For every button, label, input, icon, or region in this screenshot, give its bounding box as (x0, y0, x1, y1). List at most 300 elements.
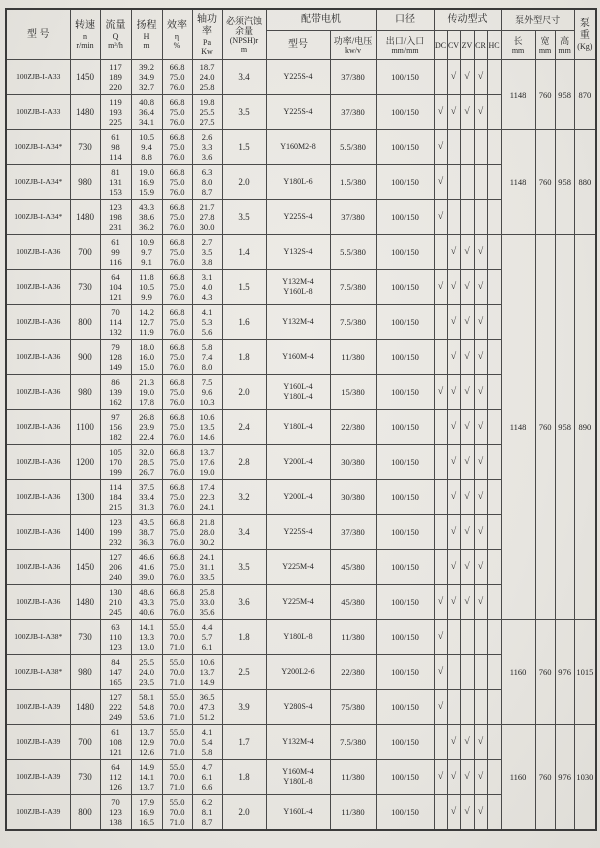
cell-length: 1160 (501, 725, 535, 831)
cell-npsh: 3.4 (222, 515, 266, 550)
cell-outlet-inlet: 100/150 (376, 690, 434, 725)
cell-outlet-inlet: 100/150 (376, 270, 434, 305)
cell-drive-dc-check: √ (434, 690, 447, 725)
cell-drive-zv-check: √ (460, 305, 474, 340)
cell-pump-model: 100ZJB-I-A36 (6, 305, 70, 340)
cell-npsh: 2.0 (222, 165, 266, 200)
cell-drive-hc (487, 235, 501, 270)
cell-drive-zv-check: √ (460, 795, 474, 831)
cell-shaft-power: 19.8 25.5 27.5 (192, 95, 222, 130)
cell-flow: 63 110 123 (100, 620, 131, 655)
cell-shaft-power: 6.3 8.0 8.7 (192, 165, 222, 200)
cell-drive-hc (487, 725, 501, 760)
cell-drive-zv-check: √ (460, 725, 474, 760)
cell-efficiency: 55.0 70.0 71.0 (162, 795, 192, 831)
cell-speed: 1200 (70, 445, 100, 480)
cell-efficiency: 55.0 70.0 71.0 (162, 760, 192, 795)
cell-efficiency: 66.8 75.0 76.0 (162, 550, 192, 585)
cell-outlet-inlet: 100/150 (376, 585, 434, 620)
cell-drive-zv-check: √ (460, 60, 474, 95)
cell-drive-dc (434, 550, 447, 585)
cell-drive-hc (487, 270, 501, 305)
cell-efficiency: 66.8 75.0 76.0 (162, 305, 192, 340)
cell-flow: 84 147 165 (100, 655, 131, 690)
cell-drive-cv-check: √ (447, 585, 460, 620)
cell-drive-hc (487, 200, 501, 235)
cell-pump-model: 100ZJB-I-A36 (6, 480, 70, 515)
cell-speed: 730 (70, 760, 100, 795)
cell-drive-hc (487, 445, 501, 480)
cell-weight: 1015 (574, 620, 596, 725)
cell-drive-hc (487, 375, 501, 410)
group-header-caliber: 口径 (376, 9, 434, 31)
cell-drive-hc (487, 165, 501, 200)
cell-drive-zv-check: √ (460, 515, 474, 550)
cell-drive-hc (487, 585, 501, 620)
cell-efficiency: 66.8 75.0 76.0 (162, 515, 192, 550)
cell-speed: 1480 (70, 690, 100, 725)
cell-drive-hc (487, 410, 501, 445)
col-header-drive-cr: CR (474, 31, 487, 60)
cell-speed: 700 (70, 235, 100, 270)
cell-outlet-inlet: 100/150 (376, 305, 434, 340)
cell-outlet-inlet: 100/150 (376, 445, 434, 480)
cell-drive-zv-check: √ (460, 410, 474, 445)
cell-drive-cv-check: √ (447, 95, 460, 130)
cell-drive-cr-check: √ (474, 270, 487, 305)
cell-drive-zv (460, 130, 474, 165)
cell-drive-zv-check: √ (460, 445, 474, 480)
cell-drive-dc (434, 445, 447, 480)
cell-outlet-inlet: 100/150 (376, 795, 434, 831)
cell-shaft-power: 5.8 7.4 8.0 (192, 340, 222, 375)
cell-npsh: 1.8 (222, 760, 266, 795)
cell-pump-model: 100ZJB-I-A34* (6, 200, 70, 235)
cell-head: 14.9 14.1 13.7 (131, 760, 162, 795)
cell-head: 18.0 16.0 15.0 (131, 340, 162, 375)
cell-drive-cr-check: √ (474, 95, 487, 130)
cell-drive-dc (434, 340, 447, 375)
cell-motor-model: Y225M-4 (266, 550, 330, 585)
pump-spec-table (5, 8, 597, 831)
cell-head: 43.3 38.6 36.2 (131, 200, 162, 235)
cell-motor-model: Y225S-4 (266, 60, 330, 95)
cell-drive-cv-check: √ (447, 235, 460, 270)
cell-efficiency: 66.8 75.0 76.0 (162, 410, 192, 445)
cell-outlet-inlet: 100/150 (376, 235, 434, 270)
cell-drive-zv-check: √ (460, 235, 474, 270)
cell-flow: 86 139 162 (100, 375, 131, 410)
cell-drive-cv-check: √ (447, 60, 460, 95)
cell-head: 14.2 12.7 11.9 (131, 305, 162, 340)
cell-motor-power-voltage: 45/380 (330, 585, 376, 620)
cell-head: 43.5 38.7 36.3 (131, 515, 162, 550)
cell-drive-dc (434, 725, 447, 760)
col-header-drive-hc: HC (487, 31, 501, 60)
cell-flow: 114 184 215 (100, 480, 131, 515)
cell-npsh: 3.6 (222, 585, 266, 620)
cell-speed: 980 (70, 375, 100, 410)
cell-drive-hc (487, 130, 501, 165)
cell-head: 17.9 16.9 16.5 (131, 795, 162, 831)
cell-npsh: 3.5 (222, 550, 266, 585)
table-row (6, 130, 596, 165)
col-header-drive-zv: ZV (460, 31, 474, 60)
cell-outlet-inlet: 100/150 (376, 60, 434, 95)
cell-drive-cv-check: √ (447, 795, 460, 831)
cell-efficiency: 66.8 75.0 76.0 (162, 165, 192, 200)
cell-npsh: 2.0 (222, 795, 266, 831)
cell-speed: 1450 (70, 550, 100, 585)
col-header-height: 高 mm (555, 31, 574, 60)
cell-weight: 890 (574, 235, 596, 620)
cell-outlet-inlet: 100/150 (376, 95, 434, 130)
cell-drive-zv-check: √ (460, 760, 474, 795)
cell-flow: 61 108 121 (100, 725, 131, 760)
cell-motor-model: Y160M-4 (266, 340, 330, 375)
cell-drive-cr-check: √ (474, 375, 487, 410)
cell-drive-cr-check: √ (474, 515, 487, 550)
cell-speed: 1480 (70, 200, 100, 235)
cell-head: 39.2 34.9 32.7 (131, 60, 162, 95)
cell-motor-model: Y225S-4 (266, 95, 330, 130)
cell-motor-power-voltage: 37/380 (330, 200, 376, 235)
cell-drive-hc (487, 480, 501, 515)
cell-drive-cv (447, 130, 460, 165)
cell-speed: 1450 (70, 60, 100, 95)
col-header-length: 长 mm (501, 31, 535, 60)
cell-head: 37.5 33.4 31.3 (131, 480, 162, 515)
cell-motor-model: Y160M2-8 (266, 130, 330, 165)
group-header-drive-type: 传动型式 (434, 9, 501, 31)
cell-npsh: 1.6 (222, 305, 266, 340)
cell-speed: 700 (70, 725, 100, 760)
cell-width: 760 (535, 620, 555, 725)
cell-npsh: 3.2 (222, 480, 266, 515)
cell-npsh: 2.0 (222, 375, 266, 410)
cell-drive-dc-check: √ (434, 270, 447, 305)
cell-drive-hc (487, 620, 501, 655)
cell-efficiency: 66.8 75.0 76.0 (162, 480, 192, 515)
cell-outlet-inlet: 100/150 (376, 165, 434, 200)
cell-drive-cr-check: √ (474, 60, 487, 95)
col-header-flow: 流量 Q m³/h (100, 9, 131, 60)
cell-outlet-inlet: 100/150 (376, 480, 434, 515)
cell-efficiency: 55.0 70.0 71.0 (162, 620, 192, 655)
cell-outlet-inlet: 100/150 (376, 725, 434, 760)
scanned-page (0, 8, 600, 848)
cell-outlet-inlet: 100/150 (376, 200, 434, 235)
cell-shaft-power: 4.4 5.7 6.1 (192, 620, 222, 655)
cell-pump-model: 100ZJB-I-A36 (6, 445, 70, 480)
cell-speed: 730 (70, 130, 100, 165)
cell-drive-cr (474, 200, 487, 235)
cell-drive-cv-check: √ (447, 760, 460, 795)
cell-outlet-inlet: 100/150 (376, 620, 434, 655)
col-header-speed: 转速 n r/min (70, 9, 100, 60)
cell-head: 40.8 36.4 34.1 (131, 95, 162, 130)
cell-speed: 1480 (70, 585, 100, 620)
cell-outlet-inlet: 100/150 (376, 340, 434, 375)
cell-flow: 127 206 240 (100, 550, 131, 585)
cell-weight: 1030 (574, 725, 596, 831)
cell-drive-zv-check: √ (460, 95, 474, 130)
cell-motor-power-voltage: 37/380 (330, 60, 376, 95)
cell-shaft-power: 24.1 31.1 33.5 (192, 550, 222, 585)
cell-shaft-power: 10.6 13.7 14.9 (192, 655, 222, 690)
cell-pump-model: 100ZJB-I-A36 (6, 550, 70, 585)
cell-npsh: 1.7 (222, 725, 266, 760)
cell-motor-model: Y132M-4 (266, 305, 330, 340)
cell-pump-model: 100ZJB-I-A36 (6, 235, 70, 270)
cell-npsh: 2.4 (222, 410, 266, 445)
cell-pump-model: 100ZJB-I-A36 (6, 270, 70, 305)
cell-drive-hc (487, 60, 501, 95)
cell-drive-cr-check: √ (474, 340, 487, 375)
cell-drive-hc (487, 340, 501, 375)
cell-motor-model: Y132M-4 Y160L-8 (266, 270, 330, 305)
group-header-motor: 配带电机 (266, 9, 376, 31)
cell-drive-zv-check: √ (460, 270, 474, 305)
cell-drive-dc-check: √ (434, 760, 447, 795)
cell-motor-power-voltage: 5.5/380 (330, 235, 376, 270)
cell-pump-model: 100ZJB-I-A36 (6, 410, 70, 445)
cell-efficiency: 66.8 75.0 76.0 (162, 270, 192, 305)
col-header-drive-cv: CV (447, 31, 460, 60)
cell-drive-dc (434, 60, 447, 95)
cell-flow: 70 114 132 (100, 305, 131, 340)
cell-drive-dc-check: √ (434, 620, 447, 655)
cell-motor-power-voltage: 7.5/380 (330, 305, 376, 340)
cell-drive-cv-check: √ (447, 480, 460, 515)
cell-npsh: 1.5 (222, 130, 266, 165)
cell-npsh: 1.5 (222, 270, 266, 305)
cell-efficiency: 66.8 75.0 76.0 (162, 60, 192, 95)
cell-shaft-power: 4.1 5.4 5.8 (192, 725, 222, 760)
cell-flow: 119 193 225 (100, 95, 131, 130)
cell-height: 958 (555, 130, 574, 235)
cell-drive-zv (460, 655, 474, 690)
cell-drive-cv-check: √ (447, 340, 460, 375)
cell-npsh: 1.4 (222, 235, 266, 270)
cell-shaft-power: 10.6 13.5 14.6 (192, 410, 222, 445)
cell-drive-zv-check: √ (460, 375, 474, 410)
cell-pump-model: 100ZJB-I-A38* (6, 620, 70, 655)
cell-pump-model: 100ZJB-I-A36 (6, 375, 70, 410)
cell-speed: 800 (70, 795, 100, 831)
cell-shaft-power: 17.4 22.3 24.1 (192, 480, 222, 515)
cell-efficiency: 55.0 70.0 71.0 (162, 655, 192, 690)
cell-head: 58.1 54.8 53.6 (131, 690, 162, 725)
cell-motor-model: Y160M-4 Y180L-8 (266, 760, 330, 795)
cell-flow: 61 98 114 (100, 130, 131, 165)
cell-speed: 730 (70, 270, 100, 305)
cell-motor-model: Y225S-4 (266, 200, 330, 235)
cell-drive-hc (487, 305, 501, 340)
col-header-npsh: 必须汽蚀 余量 (NPSH)r m (222, 9, 266, 60)
cell-drive-cr-check: √ (474, 725, 487, 760)
cell-speed: 900 (70, 340, 100, 375)
cell-pump-model: 100ZJB-I-A36 (6, 585, 70, 620)
cell-drive-cr-check: √ (474, 305, 487, 340)
table-row (6, 620, 596, 655)
cell-drive-cr-check: √ (474, 550, 487, 585)
cell-drive-dc (434, 305, 447, 340)
cell-width: 760 (535, 235, 555, 620)
cell-drive-cv-check: √ (447, 305, 460, 340)
cell-drive-zv-check: √ (460, 480, 474, 515)
cell-shaft-power: 4.1 5.3 5.6 (192, 305, 222, 340)
cell-pump-model: 100ZJB-I-A33 (6, 95, 70, 130)
cell-motor-model: Y180L-8 (266, 620, 330, 655)
cell-head: 10.9 9.7 9.1 (131, 235, 162, 270)
cell-head: 32.0 28.5 26.7 (131, 445, 162, 480)
cell-npsh: 2.8 (222, 445, 266, 480)
cell-motor-power-voltage: 11/380 (330, 795, 376, 831)
cell-drive-cv-check: √ (447, 375, 460, 410)
cell-flow: 130 210 245 (100, 585, 131, 620)
cell-height: 958 (555, 60, 574, 130)
cell-flow: 81 131 153 (100, 165, 131, 200)
cell-length: 1160 (501, 620, 535, 725)
cell-motor-power-voltage: 30/380 (330, 445, 376, 480)
cell-drive-dc-check: √ (434, 375, 447, 410)
cell-motor-power-voltage: 15/380 (330, 375, 376, 410)
cell-drive-hc (487, 95, 501, 130)
cell-pump-model: 100ZJB-I-A33 (6, 60, 70, 95)
cell-flow: 127 222 249 (100, 690, 131, 725)
cell-drive-zv-check: √ (460, 585, 474, 620)
cell-npsh: 3.5 (222, 95, 266, 130)
cell-drive-hc (487, 760, 501, 795)
cell-flow: 61 99 116 (100, 235, 131, 270)
cell-speed: 980 (70, 165, 100, 200)
cell-motor-model: Y225M-4 (266, 585, 330, 620)
cell-drive-hc (487, 795, 501, 831)
cell-drive-dc (434, 515, 447, 550)
cell-motor-model: Y280S-4 (266, 690, 330, 725)
cell-drive-cr-check: √ (474, 445, 487, 480)
cell-speed: 1400 (70, 515, 100, 550)
cell-flow: 97 156 182 (100, 410, 131, 445)
cell-motor-power-voltage: 7.5/380 (330, 270, 376, 305)
cell-motor-model: Y160L-4 Y180L-4 (266, 375, 330, 410)
cell-pump-model: 100ZJB-I-A34* (6, 165, 70, 200)
cell-shaft-power: 3.1 4.0 4.3 (192, 270, 222, 305)
cell-motor-power-voltage: 1.5/380 (330, 165, 376, 200)
col-header-motor-model: 型号 (266, 31, 330, 60)
col-header-shaft-power: 轴功率 Pa Kw (192, 9, 222, 60)
cell-drive-cv-check: √ (447, 515, 460, 550)
cell-flow: 64 112 126 (100, 760, 131, 795)
cell-flow: 79 128 149 (100, 340, 131, 375)
cell-pump-model: 100ZJB-I-A39 (6, 690, 70, 725)
cell-flow: 70 123 138 (100, 795, 131, 831)
cell-width: 760 (535, 725, 555, 831)
cell-flow: 123 199 232 (100, 515, 131, 550)
cell-motor-model: Y132M-4 (266, 725, 330, 760)
table-header (6, 9, 596, 60)
cell-head: 21.3 19.0 17.8 (131, 375, 162, 410)
cell-flow: 117 189 220 (100, 60, 131, 95)
cell-pump-model: 100ZJB-I-A39 (6, 795, 70, 831)
cell-pump-model: 100ZJB-I-A34* (6, 130, 70, 165)
cell-shaft-power: 4.7 6.1 6.6 (192, 760, 222, 795)
cell-drive-hc (487, 655, 501, 690)
cell-efficiency: 66.8 75.0 76.0 (162, 340, 192, 375)
cell-drive-zv-check: √ (460, 340, 474, 375)
cell-pump-model: 100ZJB-I-A36 (6, 340, 70, 375)
cell-efficiency: 55.0 70.0 71.0 (162, 725, 192, 760)
cell-flow: 105 170 199 (100, 445, 131, 480)
cell-efficiency: 66.8 75.0 76.0 (162, 200, 192, 235)
cell-pump-model: 100ZJB-I-A36 (6, 515, 70, 550)
cell-head: 26.8 23.9 22.4 (131, 410, 162, 445)
cell-npsh: 2.5 (222, 655, 266, 690)
cell-outlet-inlet: 100/150 (376, 760, 434, 795)
cell-drive-cr-check: √ (474, 480, 487, 515)
table-row (6, 60, 596, 95)
cell-drive-cr-check: √ (474, 585, 487, 620)
cell-flow: 123 198 231 (100, 200, 131, 235)
table-row (6, 725, 596, 760)
cell-drive-dc (434, 235, 447, 270)
cell-weight: 870 (574, 60, 596, 130)
cell-efficiency: 66.8 75.0 76.0 (162, 95, 192, 130)
cell-shaft-power: 2.7 3.5 3.8 (192, 235, 222, 270)
cell-drive-dc-check: √ (434, 655, 447, 690)
cell-drive-cr-check: √ (474, 795, 487, 831)
cell-drive-dc (434, 410, 447, 445)
cell-shaft-power: 21.8 28.0 30.2 (192, 515, 222, 550)
cell-drive-zv-check: √ (460, 550, 474, 585)
cell-motor-model: Y225S-4 (266, 515, 330, 550)
cell-speed: 800 (70, 305, 100, 340)
cell-drive-dc-check: √ (434, 95, 447, 130)
cell-shaft-power: 36.5 47.3 51.2 (192, 690, 222, 725)
cell-drive-cr (474, 655, 487, 690)
cell-npsh: 3.5 (222, 200, 266, 235)
cell-motor-power-voltage: 11/380 (330, 620, 376, 655)
cell-drive-cv-check: √ (447, 725, 460, 760)
col-header-head: 扬程 H m (131, 9, 162, 60)
cell-motor-power-voltage: 5.5/380 (330, 130, 376, 165)
cell-drive-cv-check: √ (447, 445, 460, 480)
cell-motor-model: Y200L-4 (266, 445, 330, 480)
cell-efficiency: 66.8 75.0 76.0 (162, 375, 192, 410)
cell-efficiency: 66.8 75.0 76.0 (162, 235, 192, 270)
cell-drive-cv (447, 620, 460, 655)
cell-outlet-inlet: 100/150 (376, 550, 434, 585)
col-header-width: 宽 mm (535, 31, 555, 60)
cell-motor-power-voltage: 75/380 (330, 690, 376, 725)
cell-drive-hc (487, 515, 501, 550)
cell-weight: 880 (574, 130, 596, 235)
cell-drive-cv (447, 690, 460, 725)
cell-motor-power-voltage: 7.5/380 (330, 725, 376, 760)
cell-shaft-power: 25.8 33.0 35.6 (192, 585, 222, 620)
cell-pump-model: 100ZJB-I-A39 (6, 760, 70, 795)
cell-speed: 1300 (70, 480, 100, 515)
col-header-efficiency: 效率 η % (162, 9, 192, 60)
group-header-dimensions: 泵外型尺寸 (501, 9, 574, 31)
cell-speed: 730 (70, 620, 100, 655)
cell-outlet-inlet: 100/150 (376, 655, 434, 690)
cell-length: 1148 (501, 60, 535, 130)
cell-drive-dc-check: √ (434, 585, 447, 620)
cell-drive-cv (447, 655, 460, 690)
cell-outlet-inlet: 100/150 (376, 130, 434, 165)
